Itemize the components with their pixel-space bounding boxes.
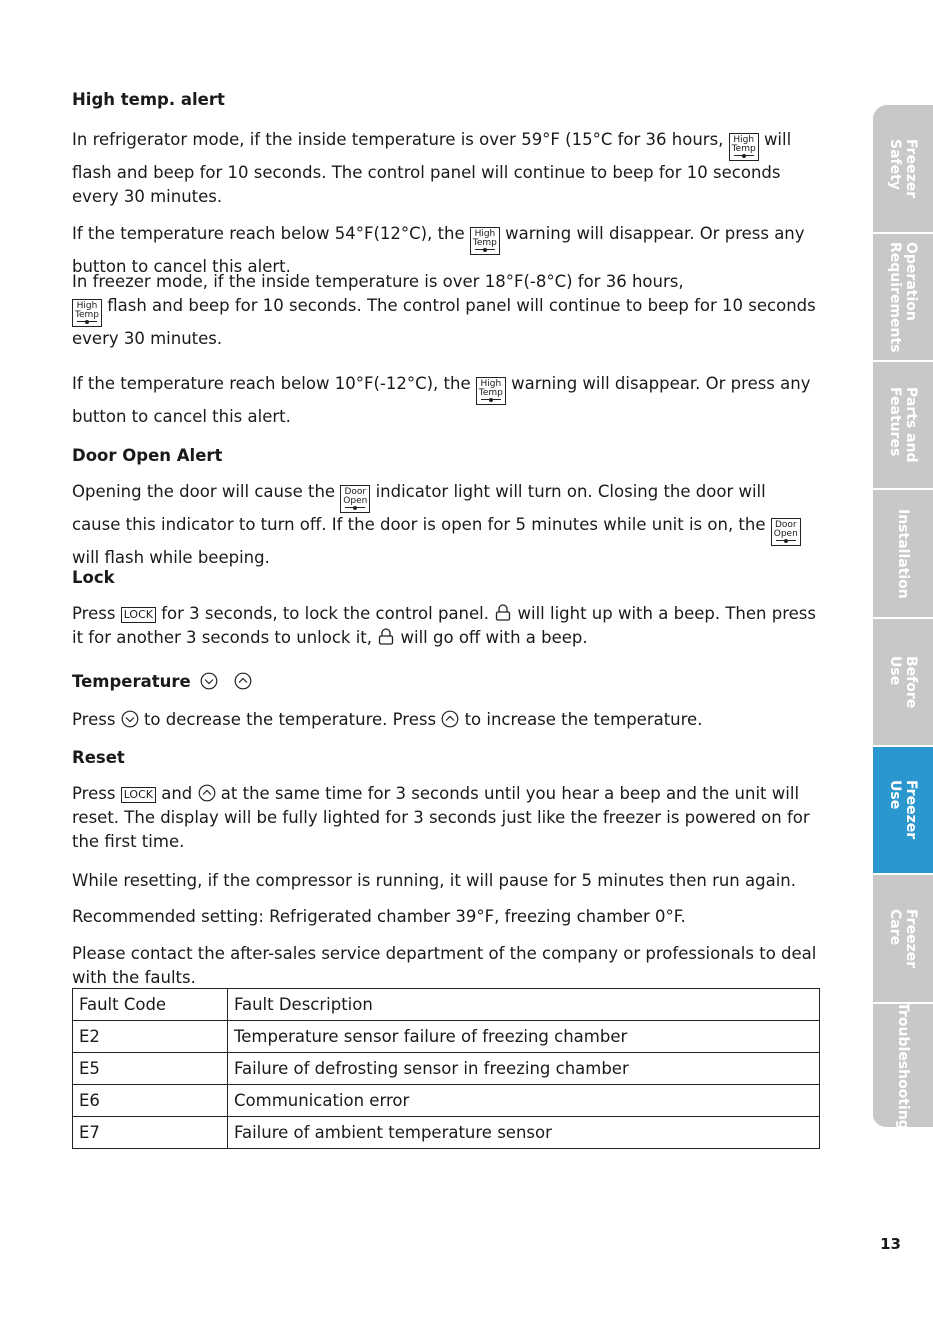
lock-button-icon: LOCK — [121, 787, 156, 803]
fault-code: E6 — [73, 1085, 228, 1117]
temperature-up-icon — [198, 784, 216, 802]
lock-button-icon: LOCK — [121, 607, 156, 623]
fault-table — [72, 988, 820, 1149]
temperature-paragraph: Press to decrease the temperature. Press to increase the temperature. — [72, 710, 703, 729]
page-number: 13 — [880, 1235, 901, 1253]
high-temp-icon: High Temp — [72, 299, 102, 327]
high-temp-heading: High temp. alert — [72, 90, 225, 109]
header-fault-code: Fault Code — [73, 989, 228, 1021]
lock-paragraph: Press LOCK for 3 seconds, to lock the control panel. will light up with a beep. Then press it for another 3 seconds to unlock it, will go off with a beep. — [72, 604, 816, 647]
table-row — [73, 1117, 820, 1149]
temperature-up-icon — [441, 710, 459, 728]
header-fault-description: Fault Description — [228, 989, 820, 1021]
temperature-heading: Temperature — [72, 670, 252, 694]
tab-freezer-care[interactable]: Freezer Care — [873, 875, 933, 1004]
tab-freezer-use[interactable]: Freezer Use — [873, 747, 933, 875]
contact-service-note: Please contact the after-sales service department of the company or professionals to deal with the faults. — [72, 944, 817, 987]
table-row — [73, 1021, 820, 1053]
tab-parts-and-features[interactable]: Parts and Features — [873, 362, 933, 490]
table-row — [73, 1085, 820, 1117]
door-open-icon: Door Open — [340, 485, 370, 513]
fault-code: E2 — [73, 1021, 228, 1053]
door-open-heading: Door Open Alert — [72, 446, 223, 465]
tab-troubleshooting[interactable]: Troubleshooting — [873, 1004, 933, 1129]
temperature-up-icon — [234, 672, 252, 690]
tab-freezer-safety[interactable]: Freezer Safety — [873, 105, 933, 234]
tab-before-use[interactable]: Before Use — [873, 619, 933, 747]
high-temp-paragraph-2: If the temperature reach below 54°F(12°C), the High Temp warning will disappear. Or press any button to cancel this alert. — [72, 224, 805, 276]
table-row — [73, 1053, 820, 1085]
door-open-paragraph: Opening the door will cause the Door Open indicator light will turn on. Closing the door will cause this indicator to turn off. If the door is open for 5 minutes while unit is on, the Door Open will flash while beeping. — [72, 480, 817, 570]
high-temp-paragraph-1: In refrigerator mode, if the inside temperature is over 59°F (15°C for 36 hours, High Temp will flash and beep for 10 seconds. The control panel will continue to beep for 10 seconds every 30 minutes. — [72, 130, 792, 206]
lock-heading: Lock — [72, 568, 115, 587]
high-temp-icon: High Temp — [476, 377, 506, 405]
recommended-setting: Recommended setting: Refrigerated chamber 39°F, freezing chamber 0°F. — [72, 907, 686, 926]
table-header-row — [73, 989, 820, 1021]
fault-description: Communication error — [228, 1085, 820, 1117]
high-temp-paragraph-3: In freezer mode, if the inside temperature is over 18°F(-8°C) for 36 hours, High Temp flash and beep for 10 seconds. The control panel will continue to beep for 10 seconds every 30 minutes. — [72, 272, 816, 348]
tab-installation[interactable]: Installation — [873, 490, 933, 619]
reset-paragraph: Press LOCK and at the same time for 3 seconds until you hear a beep and the unit will reset. The display will be fully lighted for 3 seconds just like the freezer is powered on for the first time. — [72, 784, 810, 851]
temperature-down-icon — [200, 672, 218, 690]
reset-heading: Reset — [72, 748, 125, 767]
high-temp-paragraph-4: If the temperature reach below 10°F(-12°C), the High Temp warning will disappear. Or press any button to cancel this alert. — [72, 374, 811, 426]
high-temp-icon: High Temp — [470, 227, 500, 255]
door-open-icon: Door Open — [771, 518, 801, 546]
fault-description: Failure of defrosting sensor in freezing chamber — [228, 1053, 820, 1085]
high-temp-icon: High Temp — [729, 133, 759, 161]
fault-description: Failure of ambient temperature sensor — [228, 1117, 820, 1149]
temperature-down-icon — [121, 710, 139, 728]
fault-code: E7 — [73, 1117, 228, 1149]
padlock-icon — [494, 604, 512, 622]
fault-code: E5 — [73, 1053, 228, 1085]
tab-operation-requirements[interactable]: Operation Requirements — [873, 234, 933, 362]
fault-description: Temperature sensor failure of freezing chamber — [228, 1021, 820, 1053]
padlock-icon — [377, 628, 395, 646]
reset-compressor-note: While resetting, if the compressor is running, it will pause for 5 minutes then run again. — [72, 871, 796, 890]
